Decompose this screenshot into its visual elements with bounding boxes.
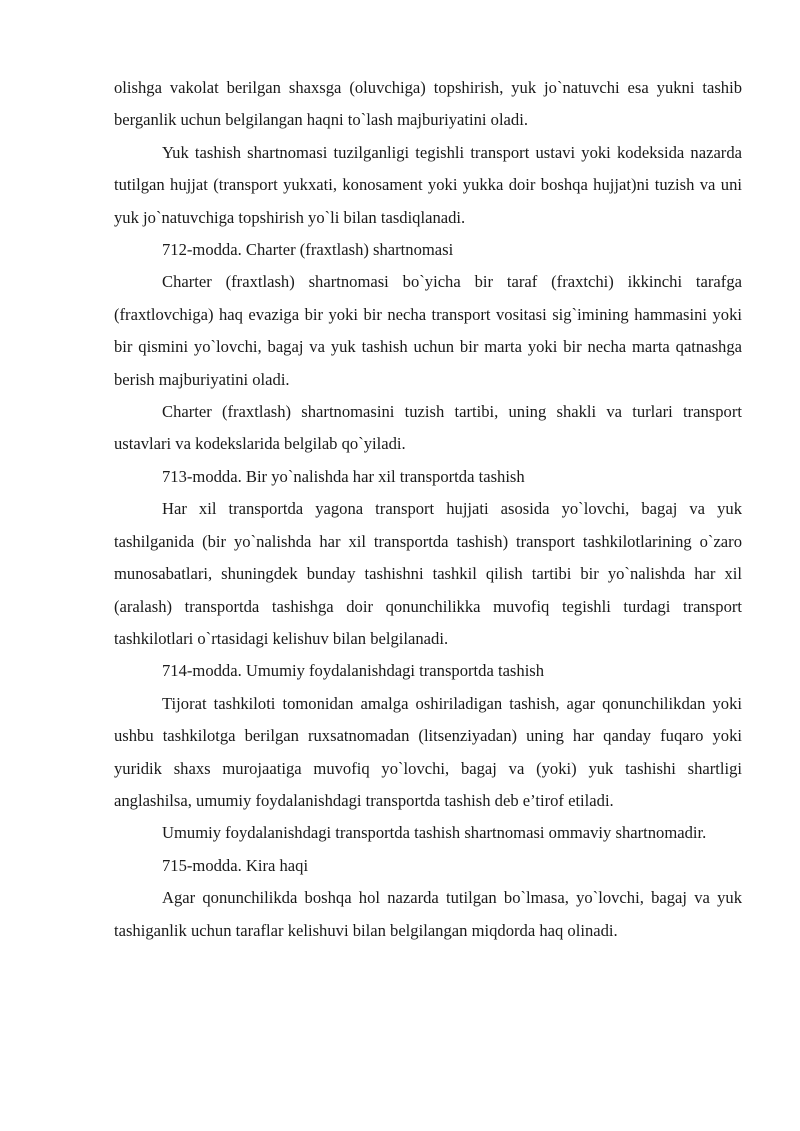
paragraph-public-transport: Tijorat tashkiloti tomonidan amalga oshiriladigan tashish, agar qonunchilikdan yoki ushbu tashkilotga berilgan ruxsatnomadan (litsenziyadan) uning har qanday fuqaro yoki yuridik shaxs murojaatiga muvofiq yo`lovchi, bagaj va (yoki) yuk tashishi shartligi anglashilsa, umumiy foydalanishdagi transportda tashish deb e’tirof etiladi. [114, 693, 742, 810]
article-heading-715: 715-modda. Kira haqi [162, 855, 309, 875]
article-heading-713: 713-modda. Bir yo`nalishda har xil transportda tashish [162, 466, 525, 486]
article-heading-714: 714-modda. Umumiy foydalanishdagi transportda tashish [162, 661, 545, 681]
paragraph-waybill: Yuk tashish shartnomasi tuzilganligi tegishli transport ustavi yoki kodeksida nazarda tutilgan hujjat (transport yukxati, konosament yoki yukka doir boshqa hujjat)ni tuzish va uni yuk jo`natuvchiga topshirish yo`li bilan tasdiqlanadi. [114, 142, 742, 227]
paragraph-fare: Agar qonunchilikda boshqa hol nazarda tutilgan bo`lmasa, yo`lovchi, bagaj va yuk tashiganlik uchun taraflar kelishuvi bilan belgilangan miqdorda haq olinadi. [114, 888, 742, 940]
article-heading-712: 712-modda. Charter (fraxtlash) shartnomasi [162, 240, 454, 260]
paragraph-charter-definition: Charter (fraxtlash) shartnomasi bo`yicha bir taraf (fraxtchi) ikkinchi tarafga (fraxtlovchiga) haq evaziga bir yoki bir necha transport vositasi sig`imining hammasini yoki bir qismini yo`lovchi, bagaj va yuk tashish uchun bir marta yoki bir necha marta qatnashga berish majburiyatini oladi. [114, 272, 742, 389]
paragraph-charter-procedure: Charter (fraxtlash) shartnomasini tuzish tartibi, uning shakli va turlari transport ustavlari va kodekslarida belgilab qo`yiladi. [114, 402, 742, 454]
document-body [114, 72, 742, 947]
paragraph-multimodal: Har xil transportda yagona transport hujjati asosida yo`lovchi, bagaj va yuk tashilganida (bir yo`nalishda har xil transportda tashish) transport tashkilotlarining o`zaro munosabatlari, shuningdek bunday tashishni tashkil qilish tartibi bir yo`nalishda har xil (aralash) transportda tashishga doir qonunchilikka muvofiq tegishli turdagi transport tashkilotlari o`rtasidagi kelishuv bilan belgilanadi. [114, 499, 742, 648]
paragraph-continuation: olishga vakolat berilgan shaxsga (oluvchiga) topshirish, yuk jo`natuvchi esa yukni tashib berganlik uchun belgilangan haqni to`lash majburiyatini oladi. [114, 78, 742, 130]
paragraph-public-contract: Umumiy foydalanishdagi transportda tashish shartnomasi ommaviy shartnomadir. [162, 823, 707, 843]
